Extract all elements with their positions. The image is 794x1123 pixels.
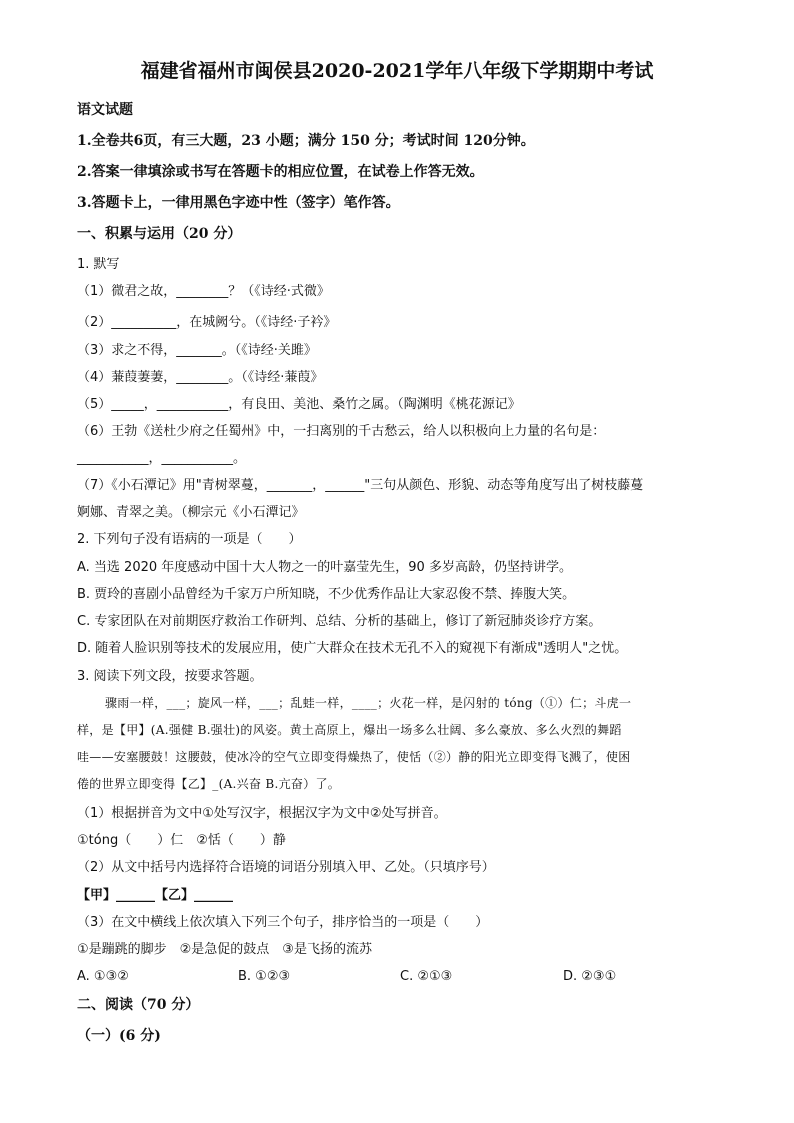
q1-item-2: （2）__________，在城阙兮。（《诗经·子衿》	[77, 315, 337, 330]
q2-option-a: A. 当选 2020 年度感动中国十大人物之一的叶嘉莹先生，90 多岁高龄，仍坚持讲学。	[77, 560, 572, 575]
q3-sub-1: （1）根据拼音为文中①处写汉字，根据汉字为文中②处写拼音。	[77, 806, 447, 821]
q1-item-5: （5）_____，___________，有良田、美池、桑竹之属。（陶渊明《桃花源记》	[77, 397, 521, 412]
q3-choice-c: C. ②①③	[400, 969, 453, 984]
note-1: 1.全卷共6页，有三大题，23 小题；满分 150 分；考试时间 120分钟。	[77, 133, 535, 149]
q1-item-6: （6）王勃《送杜少府之任蜀州》中，一扫离别的千古愁云，给人以积极向上力量的名句是：	[77, 424, 606, 439]
note-3: 3.答题卡上，一律用黑色字迹中性（签字）笔作答。	[77, 195, 400, 211]
passage-line-3: 哇——安塞腰鼓！这腰鼓，使冰冷的空气立即变得燥热了，使恬（②）静的阳光立即变得飞溅了，使困	[77, 750, 631, 764]
question-1-heading: 1. 默写	[77, 257, 120, 272]
q2-option-d: D. 随着人脸识别等技术的发展应用，使广大群众在技术无孔不入的窥视下有渐成"透明人"之忧。	[77, 641, 628, 656]
q1-item-7-cont: 婀娜、青翠之美。（柳宗元《小石潭记》	[77, 505, 305, 520]
q3-sub-3-items: ①是蹦跳的脚步 ②是急促的鼓点 ③是飞扬的流苏	[77, 942, 372, 957]
question-3-heading: 3. 阅读下列文段，按要求答题。	[77, 669, 263, 684]
q3-choice-b: B. ①②③	[238, 969, 291, 984]
q3-sub-1-answer: ①tóng（ ）仁 ②恬（ ）静	[77, 833, 286, 848]
question-2-heading: 2. 下列句子没有语病的一项是（ ）	[77, 532, 302, 547]
q3-choice-d: D. ②③①	[563, 969, 617, 984]
passage-line-4: 倦的世界立即变得【乙】_(A.兴奋 B.亢奋）了。	[77, 777, 341, 791]
q1-item-7: （7）《小石潭记》用"青树翠蔓，_______，______"三句从颜色、形貌、动态等角度写出了树枝藤蔓	[77, 478, 644, 493]
q3-sub-2: （2）从文中括号内选择符合语境的词语分别填入甲、乙处。（只填序号）	[77, 860, 495, 875]
passage-line-1: 骤雨一样，___；旋风一样，___；乱蛙一样，____；火花一样，是闪射的 tóng（①）仁；斗虎一	[105, 696, 632, 710]
q1-item-6-blanks: ___________，___________。	[77, 451, 247, 466]
exam-title: 福建省福州市闽侯县2020-2021学年八年级下学期期中考试	[140, 60, 654, 82]
q3-sub-2-answer: 【甲】______【乙】______	[77, 888, 234, 903]
q1-item-3: （3）求之不得，_______。（《诗经·关雎》	[77, 343, 317, 358]
subject-label: 语文试题	[77, 102, 133, 118]
q3-sub-3: （3）在文中横线上依次填入下列三个句子，排序恰当的一项是（ ）	[77, 915, 489, 930]
section-2-heading: 二、阅读（70 分）	[77, 997, 200, 1013]
q2-option-b: B. 贾玲的喜剧小品曾经为千家万户所知晓，不少优秀作品让大家忍俊不禁、捧腹大笑。	[77, 587, 576, 602]
note-2: 2.答案一律填涂或书写在答题卡的相应位置，在试卷上作答无效。	[77, 164, 484, 180]
q1-item-1: （1）微君之故，________？（《诗经·式微》	[77, 284, 330, 299]
passage-line-2: 样，是【甲】(A.强健 B.强壮)的风姿。黄土高原上，爆出一场多么壮阔、多么豪放、多么火烈的舞蹈	[77, 723, 622, 737]
q3-choice-a: A. ①③②	[77, 969, 129, 984]
q1-item-4: （4）蒹葭萋萋，________。（《诗经·蒹葭》	[77, 370, 324, 385]
section-1-heading: 一、积累与运用（20 分）	[77, 226, 242, 242]
part-1-heading: （一）(6 分)	[77, 1028, 161, 1044]
q2-option-c: C. 专家团队在对前期医疗救治工作研判、总结、分析的基础上，修订了新冠肺炎诊疗方案。	[77, 614, 602, 629]
